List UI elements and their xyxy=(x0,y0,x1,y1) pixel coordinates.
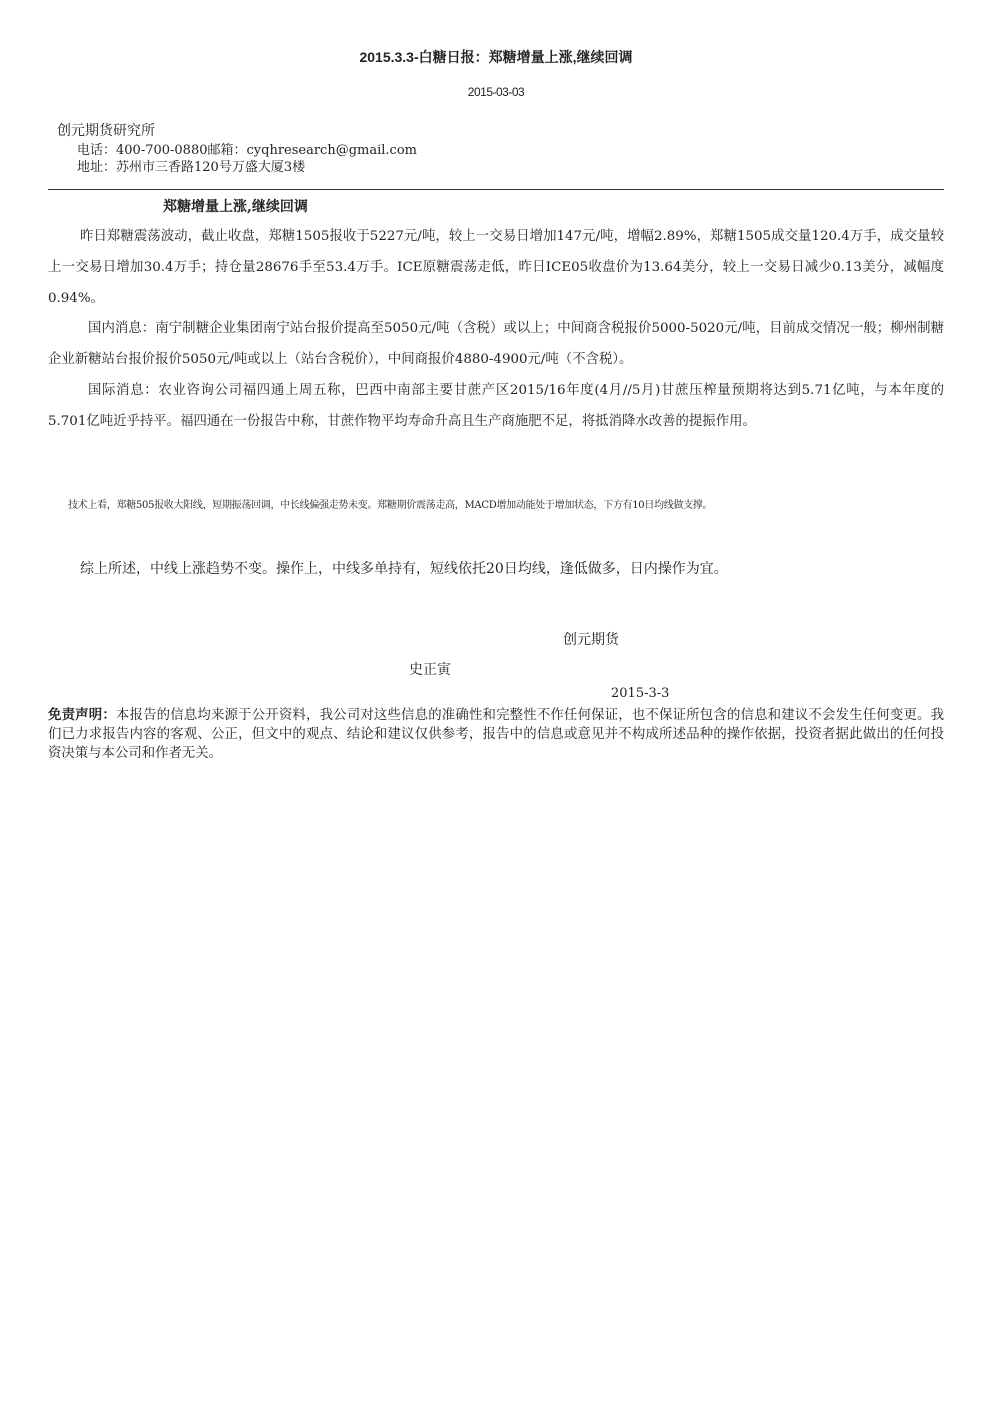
signature-date: 2015-3-3 xyxy=(611,686,670,701)
paragraph-summary: 综上所述，中线上涨趋势不变。操作上，中线多单持有，短线依托20日均线，逢低做多，日内操作为宜。 xyxy=(80,561,728,577)
section-subtitle: 郑糖增量上涨,继续回调 xyxy=(163,199,308,215)
signature-company: 创元期货 xyxy=(563,632,619,648)
report-title: 2015.3.3-白糖日报：郑糖增量上涨,继续回调 xyxy=(359,49,633,65)
report-date: 2015-03-03 xyxy=(467,85,525,99)
contact-phone-email: 电话：400-700-0880邮箱：cyqhresearch@gmail.com xyxy=(77,143,417,158)
signature-author: 史正寅 xyxy=(409,662,451,678)
disclaimer xyxy=(48,706,944,763)
paragraph-technical: 技术上看，郑糖505报收大阳线，短期振荡回调，中长线偏强走势未变。郑糖期价震荡走高，MACD增加动能处于增加状态，下方有10日均线做支撑。 xyxy=(68,500,713,511)
header-divider xyxy=(48,189,944,190)
disclaimer-label: 免责声明： xyxy=(48,707,116,723)
organization-name: 创元期货研究所 xyxy=(57,123,155,139)
paragraph-international-news: 国际消息：农业咨询公司福四通上周五称，巴西中南部主要甘蔗产区2015/16年度(4月//5月)甘蔗压榨量预期将达到5.71亿吨，与本年度的5.701亿吨近乎持平。福四通在一份报告中称，甘蔗作物平均寿命升高且生产商施肥不足，将抵消降水改善的提振作用。 xyxy=(48,383,944,429)
paragraph-domestic-news: 国内消息：南宁制糖企业集团南宁站台报价提高至5050元/吨（含税）或以上；中间商含税报价5000-5020元/吨，目前成交情况一般；柳州制糖企业新糖站台报价报价5050元/吨或以上（站台含税价），中间商报价4880-4900元/吨（不含税）。 xyxy=(48,321,944,367)
contact-address: 地址：苏州市三香路120号万盛大厦3楼 xyxy=(77,160,306,175)
paragraph-market: 昨日郑糖震荡波动，截止收盘，郑糖1505报收于5227元/吨，较上一交易日增加147元/吨，增幅2.89%，郑糖1505成交量120.4万手，成交量较上一交易日增加30.4万手；持仓量28676手至53.4万手。ICE原糖震荡走低，昨日ICE05收盘价为13.64美分，较上一交易日减少0.13美分，减幅度0.94%。 xyxy=(48,229,944,306)
disclaimer-text: 本报告的信息均来源于公开资料，我公司对这些信息的准确性和完整性不作任何保证，也不保证所包含的信息和建议不会发生任何变更。我们已力求报告内容的客观、公正，但文中的观点、结论和建议仅供参考，报告中的信息或意见并不构成所述品种的操作依据，投资者据此做出的任何投资决策与本公司和作者无关。 xyxy=(48,708,945,761)
